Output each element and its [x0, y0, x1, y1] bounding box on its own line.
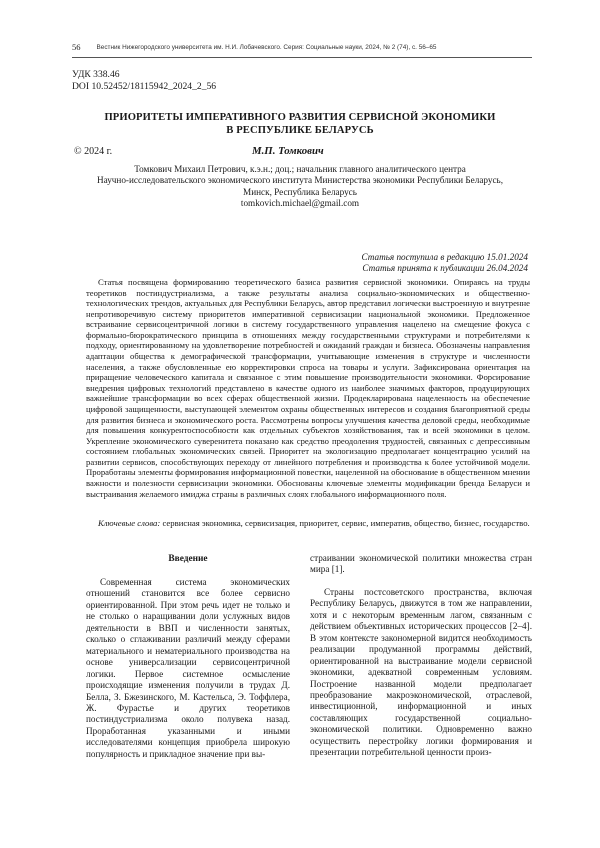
keywords	[86, 518, 530, 529]
article-dates	[280, 252, 528, 274]
body-column-left	[86, 553, 290, 760]
keywords-label: Ключевые слова:	[98, 518, 161, 528]
page-number: 56	[72, 42, 81, 52]
body-column-right	[310, 553, 532, 759]
section-title: Введение	[168, 554, 208, 564]
doi: DOI 10.52452/18115942_2024_2_56	[72, 81, 217, 92]
body-paragraph: Современная система экономических отношений становится все более сервисно ориентированной. При этом речь идет не только и не столько о наращивании доли услужных видов деятельности в ВВП и численности занятых, сколько о сглаживании различий между сферами материального и нематериального производства на основе универсализации сервисоцентричной логики. Первое системное осмысление происходящие изменения получили в трудах Д. Белла, З. Бжезинского, М. Кастельса, Э. Тоффлера, Ж. Фурастье и других теоретиков постиндустриализма около полувека назад. Проработанная указанными и иными исследователями концепция приобрела широкую популярность и прикладное значение при вы-	[86, 577, 290, 759]
affiliation-line-1: Томкович Михаил Петрович, к.э.н.; доц.; начальник главного аналитического центра	[134, 164, 466, 174]
udc-code: УДК 338.46	[72, 69, 120, 80]
author-affiliation	[60, 164, 540, 210]
abstract: Статья посвящена формированию теоретического базиса развития сервисной экономики. Опираясь на труды теоретиков постиндустриализма, а также результаты анализа социально-экономических и общественно-технологических трендов, актуальных для Республики Беларусь, автор представил логически выстроенную и внутренне непротиворечивую систему приоритетов императивной сервисизации национальной экономики. Предложенное встраивание сервисоцентричной логики в систему государственного управления нацелено на смещение фокуса с формально-бюрократического принципа в отношениях между государственными структурами и потребителями к подходу, ориентированному на удовлетворение потребностей и ожиданий граждан и бизнеса. Обозначены направления адаптации общества к демографической трансформации, учитывающие изменения в структуре и численности населения, а также обусловленные ею корректировки спроса на товары и услуги. Зафиксирована ориентация на приращение человеческого капитала и связанное с этим повышение производительности экономики. Форсирование внедрения цифровых технологий представлено в качестве одного из наиболее значимых факторов, продуцирующих важнейшие трансформации во всех сферах общественной жизни. Продекларирована нацеленность на обеспечение цифровой защищенности, выступающей элементом охраны общественных интересов и создания благоприятной среды для развития бизнеса и экономического роста. Рассмотрены вопросы улучшения качества деловой среды, необходимые для повышения конкурентоспособности как отдельных субъектов хозяйствования, так и всей экономики в целом. Укрепление экономического суверенитета показано как средство преодоления трудностей, связанных с депрессивным состоянием глобальных экономических связей. Приоритет на экологизацию предполагает концентрацию усилий на развитии сервисов, способствующих переходу от линейного потребления и производства к более устойчивой модели. Проработаны элементы формирования информационной повестки, нацеленной на обоснование в общественном мнении важности и полезности сервисизации экономики. Обоснованы ключевые элементы модификации бренда Беларуси и выстраивания желаемого имиджа страны в различных слоях глобального информационного поля.	[86, 277, 530, 499]
received-date: Статья поступила в редакцию 15.01.2024	[361, 252, 528, 262]
title-line-2: В РЕСПУБЛИКЕ БЕЛАРУСЬ	[226, 125, 374, 136]
author-email: tomkovich.michael@gmail.com	[240, 198, 360, 209]
body-paragraph-continuation: страивании экономической политики множества стран мира [1].	[310, 553, 532, 575]
journal-citation: Вестник Нижегородского университета им. Н.И. Лобачевского. Серия: Социальные науки, 2024, № 2 (74), с. 56–65	[96, 43, 437, 51]
keywords-text: сервисная экономика, сервисизация, приоритет, сервис, императив, общество, бизнес, государство.	[160, 518, 530, 528]
header-rule	[72, 57, 532, 58]
body-paragraph: Страны постсоветского пространства, включая Республику Беларусь, движутся в том же направлении, хотя и с некоторым временным лагом, связанным с действием объективных исторических процессов [2–4]. В этом контексте закономерной видится необходимость реализации продуманной программы действий, ориентированной на выстраивание модели сервисной экономики, адекватной современным условиям. Построение названной модели предполагает преобразование макроэкономической, отраслевой, инвестиционной, информационной и иных составляющих государственной социально-экономической политики. Одновременно важно осуществить перестройку логики формирования и презентации потребительной ценности произ-	[310, 586, 532, 758]
article-title	[60, 111, 540, 137]
affiliation-line-2: Научно-исследовательского экономического института Министерства экономики Республики Беларусь,	[96, 175, 504, 186]
article-metadata	[72, 69, 216, 93]
copyright: © 2024 г.	[74, 146, 113, 157]
author-name: М.П. Томкович	[252, 145, 324, 157]
running-head	[72, 42, 532, 52]
title-line-1: ПРИОРИТЕТЫ ИМПЕРАТИВНОГО РАЗВИТИЯ СЕРВИСНОЙ ЭКОНОМИКИ	[104, 112, 496, 123]
affiliation-line-3: Минск, Республика Беларусь	[243, 186, 357, 197]
accepted-date: Статья принята к публикации 26.04.2024	[362, 263, 528, 273]
